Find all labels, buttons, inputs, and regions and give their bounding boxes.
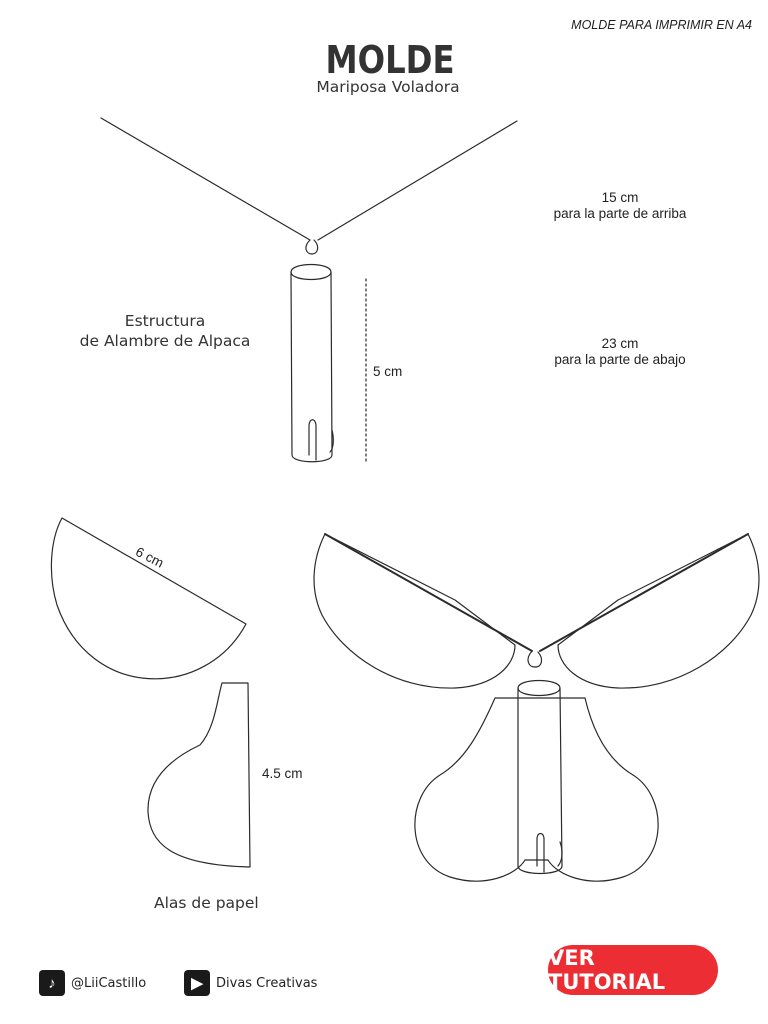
- lower-wing-piece: [148, 683, 250, 867]
- header-note: MOLDE PARA IMPRIMIR EN A4: [571, 18, 752, 32]
- wire-bottom-measure: [520, 336, 720, 368]
- youtube-icon: ▶: [184, 970, 210, 996]
- wire-top-shape: [101, 118, 517, 254]
- tiktok-link[interactable]: [39, 970, 146, 996]
- wire-top-length: 15 cm: [601, 190, 639, 205]
- structure-label-line1: Estructura: [124, 312, 206, 330]
- youtube-channel: Divas Creativas: [216, 975, 318, 991]
- tiktok-icon: ♪: [39, 970, 65, 996]
- tube-measure-label: 5 cm: [373, 364, 403, 379]
- wire-bottom-desc: para la parte de abajo: [554, 352, 686, 367]
- youtube-link[interactable]: [184, 970, 317, 996]
- upper-wing-measure: 6 cm: [133, 544, 167, 571]
- structure-label-line2: de Alambre de Alpaca: [79, 332, 251, 350]
- upper-wing-piece: [51, 518, 246, 679]
- lower-wing-measure: 4.5 cm: [262, 766, 303, 781]
- page-title: MOLDE: [325, 38, 455, 82]
- wings-label: Alas de papel: [154, 894, 259, 912]
- butterfly-tube: [518, 681, 562, 874]
- page-subtitle: Mariposa Voladora: [316, 78, 460, 96]
- tube-shape: [291, 265, 332, 462]
- wire-top-desc: para la parte de arriba: [553, 206, 687, 221]
- structure-label: [50, 311, 280, 351]
- tutorial-button[interactable]: VER TUTORIAL: [548, 945, 718, 995]
- butterfly-right-wing: [558, 534, 759, 688]
- butterfly-wire: [325, 534, 748, 651]
- wire-top-measure: [520, 190, 720, 222]
- butterfly-left-wing: [314, 534, 515, 688]
- tiktok-handle: @LiiCastillo: [71, 975, 147, 991]
- wire-bottom-length: 23 cm: [601, 336, 639, 351]
